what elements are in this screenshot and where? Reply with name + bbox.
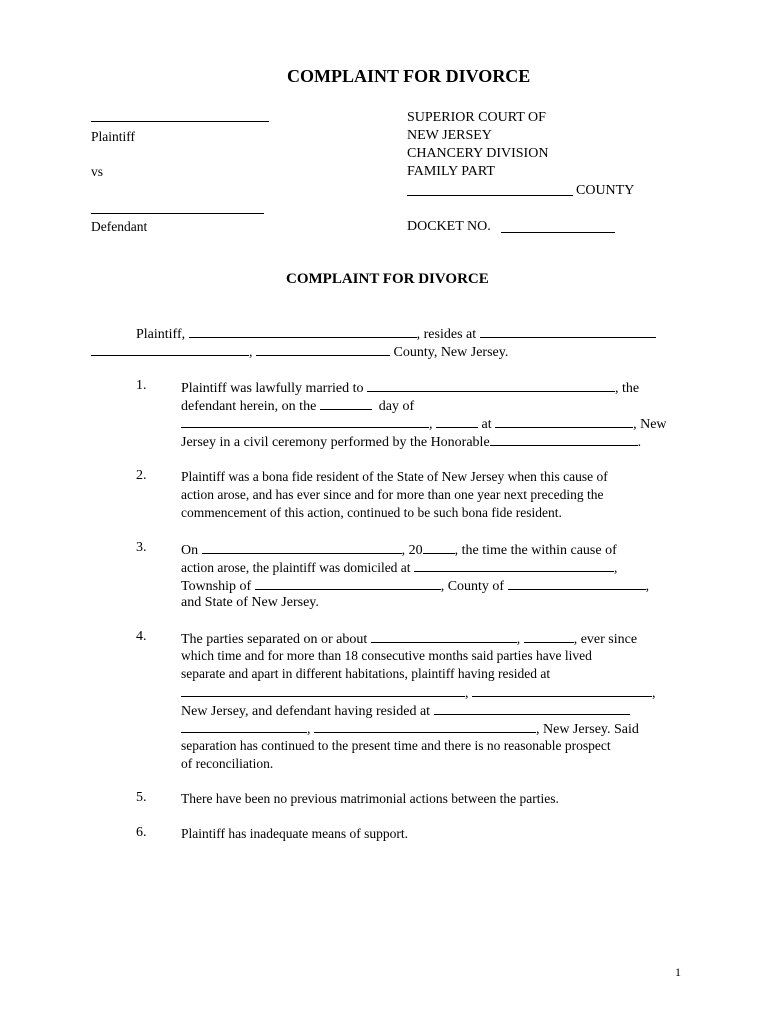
separation-date-field[interactable] bbox=[371, 629, 517, 643]
p3-text: action arose, the plaintiff was domiciled at bbox=[181, 560, 411, 575]
p1-text: Jersey in a civil ceremony performed by the Honorable bbox=[181, 435, 490, 450]
county-field[interactable] bbox=[508, 576, 646, 590]
paragraph-4-line-4 bbox=[181, 683, 656, 703]
paragraph-4-line-3: separate and apart in different habitations, plaintiff having resided at bbox=[181, 666, 551, 681]
paragraph-4-line-2: which time and for more than 18 consecutive months said parties have lived bbox=[181, 648, 592, 663]
p4-text: , bbox=[516, 632, 521, 647]
p3-text: , bbox=[613, 560, 618, 575]
court-line-4: FAMILY PART bbox=[407, 164, 495, 179]
officiant-field[interactable] bbox=[490, 432, 638, 446]
defendant-label: Defendant bbox=[91, 219, 148, 234]
p3-text: , bbox=[645, 579, 650, 594]
defendant-residence-street-field[interactable] bbox=[181, 719, 307, 733]
paragraph-3-number: 3. bbox=[136, 540, 147, 555]
marriage-day-field[interactable] bbox=[320, 396, 372, 410]
vs-label: vs bbox=[91, 164, 104, 179]
plaintiff-residence-town-field[interactable] bbox=[472, 683, 652, 697]
paragraph-6-text: Plaintiff has inadequate means of support. bbox=[181, 826, 408, 841]
plaintiff-street-field[interactable] bbox=[480, 324, 656, 338]
paragraph-4-number: 4. bbox=[136, 629, 147, 644]
cause-year-field[interactable] bbox=[423, 540, 455, 554]
marriage-place-field[interactable] bbox=[495, 414, 633, 428]
p1-text: , bbox=[429, 417, 433, 432]
p1-text: , New bbox=[633, 417, 667, 432]
paragraph-1-line-1 bbox=[181, 378, 639, 398]
p1-text: day of bbox=[378, 399, 415, 414]
intro-line-2 bbox=[91, 342, 508, 362]
intro-line-1 bbox=[136, 324, 656, 344]
county-label: COUNTY bbox=[576, 183, 635, 198]
paragraph-2-number: 2. bbox=[136, 468, 147, 483]
section-heading: COMPLAINT FOR DIVORCE bbox=[286, 271, 489, 287]
intro-comma: , bbox=[249, 345, 253, 360]
paragraph-6-number: 6. bbox=[136, 825, 147, 840]
p4-text: New Jersey, and defendant having resided at bbox=[181, 704, 431, 719]
defendant-name-line[interactable] bbox=[91, 213, 264, 214]
p4-text: , bbox=[652, 686, 656, 701]
p1-text: defendant herein, on the bbox=[181, 399, 317, 414]
court-line-3: CHANCERY DIVISION bbox=[407, 146, 549, 161]
intro-county-nj: County, New Jersey. bbox=[393, 345, 509, 360]
separation-year-field[interactable] bbox=[524, 629, 574, 643]
p4-text: , ever since bbox=[573, 632, 638, 647]
paragraph-2-line-1: Plaintiff was a bona fide resident of the State of New Jersey when this cause of bbox=[181, 469, 608, 484]
page-number: 1 bbox=[675, 965, 681, 979]
defendant-residence-town-field[interactable] bbox=[314, 719, 536, 733]
paragraph-2-line-3: commencement of this action, continued to be such bona fide resident. bbox=[181, 505, 562, 520]
spouse-name-field[interactable] bbox=[367, 378, 615, 392]
paragraph-4-line-8: of reconciliation. bbox=[181, 756, 274, 771]
court-line-1: SUPERIOR COURT OF bbox=[407, 110, 546, 125]
paragraph-3-line-4: and State of New Jersey. bbox=[181, 595, 319, 610]
paragraph-5-text: There have been no previous matrimonial actions between the parties. bbox=[181, 791, 559, 806]
p3-text: On bbox=[181, 543, 199, 558]
plaintiff-county-field[interactable] bbox=[256, 342, 390, 356]
document-title: COMPLAINT FOR DIVORCE bbox=[287, 66, 531, 86]
docket-number-line[interactable] bbox=[501, 232, 615, 233]
paragraph-4-line-1 bbox=[181, 629, 637, 649]
paragraph-2-line-2: action arose, and has ever since and for more than one year next preceding the bbox=[181, 487, 604, 502]
paragraph-4-line-6 bbox=[181, 719, 639, 739]
paragraph-5-number: 5. bbox=[136, 790, 147, 805]
paragraph-3-line-1 bbox=[181, 540, 617, 560]
defendant-residence-field[interactable] bbox=[434, 701, 630, 715]
p4-text: , bbox=[465, 686, 469, 701]
p1-text: , the bbox=[614, 381, 640, 396]
court-line-2: NEW JERSEY bbox=[407, 128, 492, 143]
cause-date-field[interactable] bbox=[202, 540, 402, 554]
township-field[interactable] bbox=[255, 576, 441, 590]
plaintiff-residence-field[interactable] bbox=[181, 683, 465, 697]
p1-text: . bbox=[637, 435, 642, 450]
county-name-line[interactable] bbox=[407, 195, 573, 196]
marriage-year-field[interactable] bbox=[436, 414, 478, 428]
paragraph-4-line-7: separation has continued to the present time and there is no reasonable prospect bbox=[181, 738, 611, 753]
p4-text: The parties separated on or about bbox=[181, 632, 368, 647]
paragraph-1-number: 1. bbox=[136, 378, 147, 393]
marriage-month-field[interactable] bbox=[181, 414, 429, 428]
p1-text: Plaintiff was lawfully married to bbox=[181, 381, 364, 396]
p3-text: Township of bbox=[181, 579, 252, 594]
intro-resides-at: , resides at bbox=[416, 327, 477, 342]
intro-plaintiff: Plaintiff, bbox=[136, 327, 186, 342]
p4-text: , New Jersey. Said bbox=[536, 722, 639, 737]
p1-text: at bbox=[481, 417, 492, 432]
plaintiff-town-field[interactable] bbox=[91, 342, 249, 356]
paragraph-4-line-5 bbox=[181, 701, 630, 721]
plaintiff-label: Plaintiff bbox=[91, 129, 136, 144]
domicile-field[interactable] bbox=[414, 558, 614, 572]
p3-text: , 20 bbox=[401, 543, 423, 558]
paragraph-3-line-2 bbox=[181, 558, 617, 577]
docket-label: DOCKET NO. bbox=[407, 219, 491, 234]
plaintiff-name-line[interactable] bbox=[91, 121, 269, 122]
p3-text: , the time the within cause of bbox=[454, 543, 617, 558]
p4-text: , bbox=[307, 722, 311, 737]
paragraph-1-line-3 bbox=[181, 414, 667, 434]
paragraph-1-line-4 bbox=[181, 432, 641, 452]
p3-text: , County of bbox=[440, 579, 505, 594]
plaintiff-full-name-field[interactable] bbox=[189, 324, 417, 338]
paragraph-3-line-3 bbox=[181, 576, 649, 596]
paragraph-1-line-2 bbox=[181, 396, 414, 416]
